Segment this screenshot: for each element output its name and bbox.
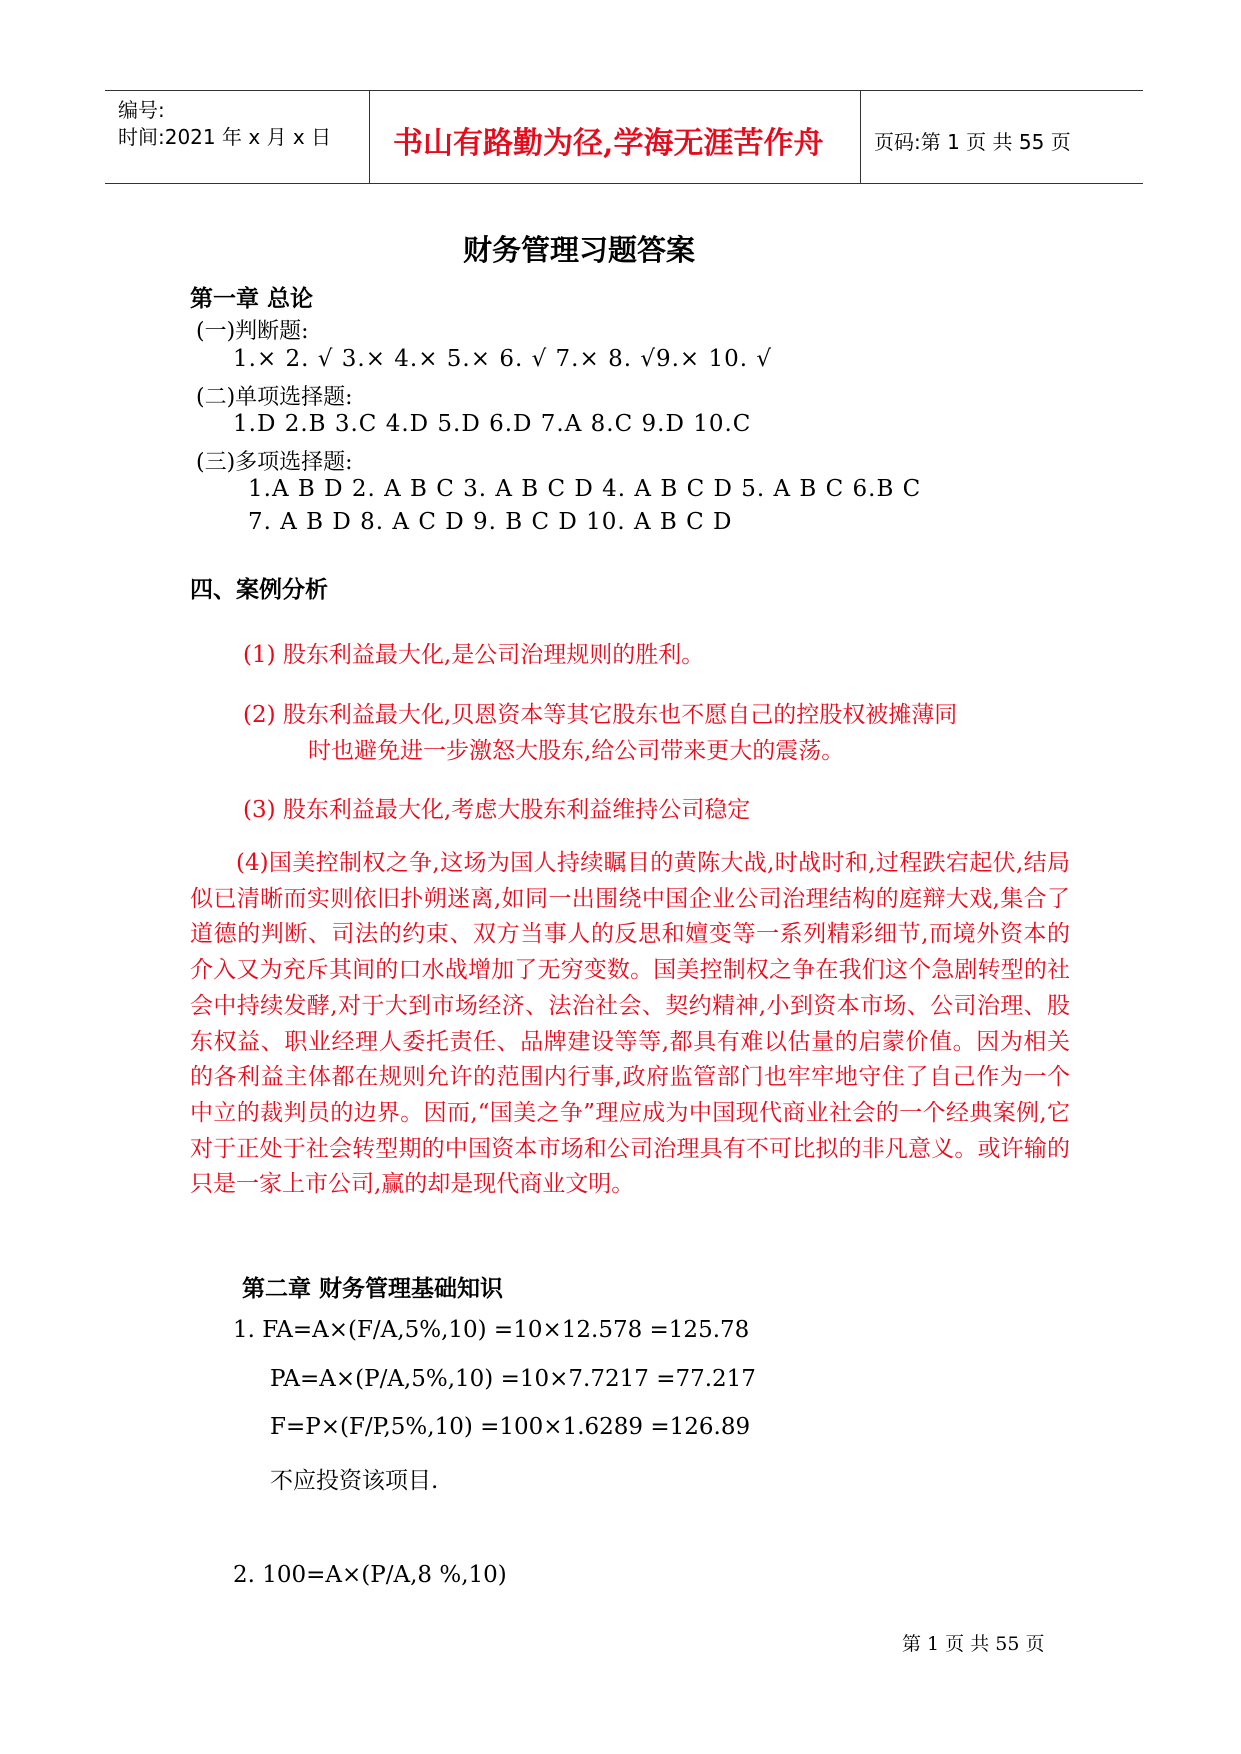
case-answer-3: (3) 股东利益最大化,考虑大股东利益维持公司稳定 <box>243 797 751 823</box>
case-analysis-title: 四、案例分析 <box>190 577 328 603</box>
multi-choice-section-title: (三)多项选择题: <box>196 450 353 475</box>
case-answer-2-line1: (2) 股东利益最大化,贝恩资本等其它股东也不愿自己的控股权被摊薄同 <box>243 702 958 728</box>
multi-choice-answers-row1: 1.A B D 2. A B C 3. A B C D 4. A B C D 5. A B C 6.B C <box>248 476 922 502</box>
document-title: 财务管理习题答案 <box>463 233 696 267</box>
q1-formula-fa: 1. FA=A×(F/A,5%,10) =10×12.578 =125.78 <box>233 1317 750 1343</box>
header-motto: 书山有路勤为径,学海无涯苦作舟 <box>393 126 824 161</box>
case-answer-1: (1) 股东利益最大化,是公司治理规则的胜利。 <box>243 642 705 668</box>
judge-answers: 1.× 2. √ 3.× 4.× 5.× 6. √ 7.× 8. √9.× 10. √ <box>233 346 773 372</box>
case-answer-4-paragraph: (4)国美控制权之争,这场为国人持续瞩目的黄陈大战,时战时和,过程跌宕起伏,结局似已清晰而实则依旧扑朔迷离,如同一出围绕中国企业公司治理结构的庭辩大戏,集合了道德的判断、司法的约束、双方当事人的反思和嬗变等一系列精彩细节,而境外资本的介入又为充斥其间的口水战增加了无穷变数。国美控制权之争在我们这个急剧转型的社会中持续发酵,对于大到市场经济、法治社会、契约精神,小到资本市场、公司治理、股东权益、职业经理人委托责任、品牌建设等等,都具有难以估量的启蒙价值。因为相关的各利益主体都在规则允许的范围内行事,政府监管部门也牢牢地守住了自己作为一个中立的裁判员的边界。因而,“国美之争”理应成为中国现代商业社会的一个经典案例,它对于正处于社会转型期的中国资本市场和公司治理具有不可比拟的非凡意义。或许输的只是一家上市公司,赢的却是现代商业文明。 <box>190 850 1070 1198</box>
q1-conclusion: 不应投资该项目. <box>270 1468 439 1494</box>
q1-formula-pa: PA=A×(P/A,5%,10) =10×7.7217 =77.217 <box>270 1366 756 1392</box>
chapter1-title: 第一章 总论 <box>190 286 314 312</box>
judge-section-title: (一)判断题: <box>196 319 309 344</box>
single-choice-section-title: (二)单项选择题: <box>196 385 353 410</box>
single-choice-answers: 1.D 2.B 3.C 4.D 5.D 6.D 7.A 8.C 9.D 10.C <box>233 411 752 437</box>
case-answer-2-line2: 时也避免进一步激怒大股东,给公司带来更大的震荡。 <box>308 738 845 764</box>
chapter2-title: 第二章 财务管理基础知识 <box>242 1276 504 1302</box>
header-divider-right <box>860 91 861 184</box>
header-code-label: 编号: <box>118 98 165 122</box>
header-time-label: 时间:2021 年 x 月 x 日 <box>118 125 332 149</box>
header-divider-left <box>369 91 370 184</box>
header-top-rule <box>105 90 1143 91</box>
q1-formula-f: F=P×(F/P,5%,10) =100×1.6289 =126.89 <box>270 1414 751 1440</box>
q2-formula: 2. 100=A×(P/A,8 %,10) <box>233 1562 507 1588</box>
multi-choice-answers-row2: 7. A B D 8. A C D 9. B C D 10. A B C D <box>248 509 733 535</box>
page-footer: 第 1 页 共 55 页 <box>902 1633 1045 1655</box>
header-bottom-rule <box>105 183 1143 184</box>
header-page-label: 页码:第 1 页 共 55 页 <box>874 130 1071 154</box>
